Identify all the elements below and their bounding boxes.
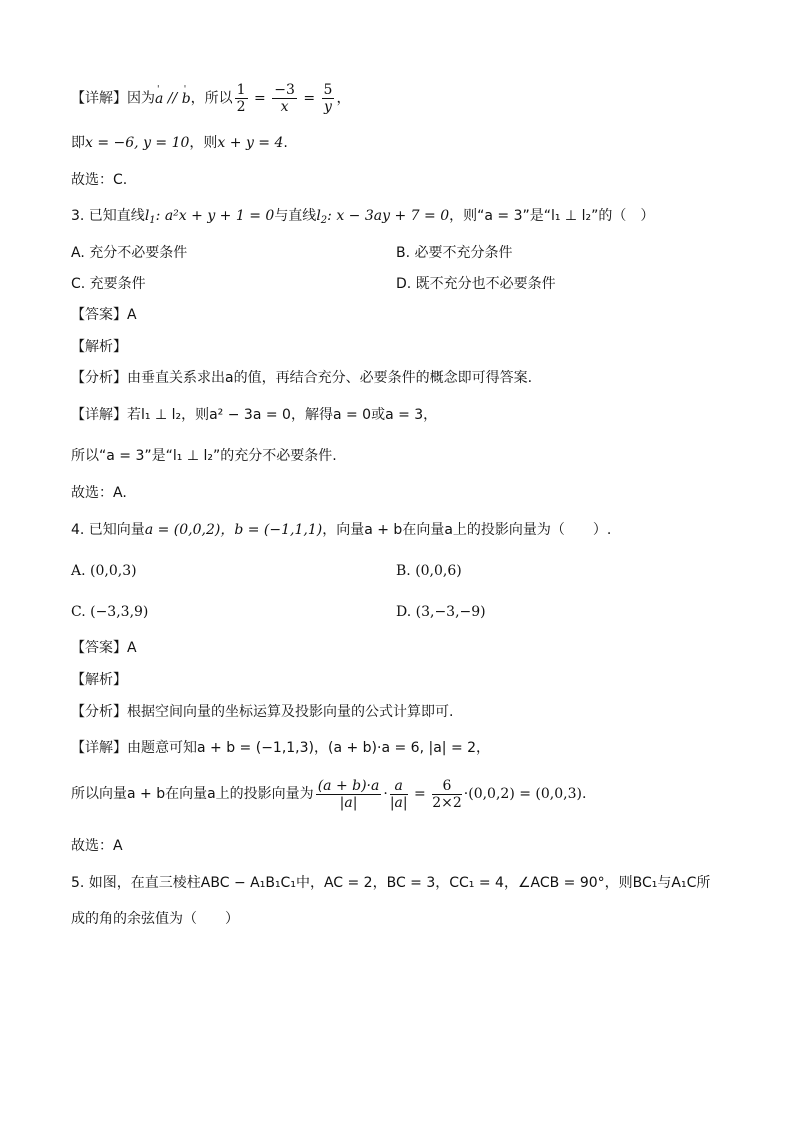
ji-text: 即 (71, 135, 85, 151)
q3-xiangjie: 【详解】若l₁ ⊥ l₂，则a² − 3a = 0，解得a = 0或a = 3， (71, 407, 438, 423)
q4-vector-a: a = (0,0,2) (144, 522, 221, 538)
equation-sum: x + y = 4 (217, 135, 284, 151)
line-l2-equation: : x − 3ay + 7 = 0 (327, 208, 450, 224)
q4-fenxi: 【分析】根据空间向量的坐标运算及投影向量的公式计算即可. (71, 704, 454, 720)
q4-fraction-value: $\frac{6}{2\times 2}$ (432, 777, 462, 811)
q3-analysis-label: 【解析】 (71, 339, 127, 355)
q4-result: ·(0,0,2) = (0,0,3). (463, 786, 587, 802)
q4-option-c: C. (−3,3,9) (71, 604, 149, 620)
line-l1-equation: : a²x + y + 1 = 0 (155, 208, 275, 224)
q4-vector-b: ，b = (−1,1,1) (220, 522, 323, 538)
q4-fraction-unit: $\frac{a}{|a|}$ (389, 777, 408, 811)
question-3 (71, 206, 654, 231)
q4-option-a: A. (0,0,3) (71, 563, 137, 579)
q4-prefix: 4. 已知向量 (71, 522, 145, 538)
detail-prefix: 【详解】因为 (71, 90, 155, 107)
ji-end: . (283, 135, 288, 151)
q4-choice: 故选：A (71, 838, 123, 854)
q3-option-a: A. 充分不必要条件 (71, 245, 188, 261)
q4-xiangjie: 【详解】由题意可知a + b = (−1,1,3)，(a + b)·a = 6, |a| = 2， (71, 740, 491, 756)
parallel-symbol: // (163, 90, 182, 107)
q3-conclusion: 所以“a = 3”是“l₁ ⊥ l₂”的充分不必要条件. (71, 448, 337, 464)
detail-parallel-line: 【详解】因为' a // ' b，所以 $\frac{1}{2}$ = $\frac{-3}{x}$ = $\frac{5}{y}$ ， (71, 82, 350, 115)
ji-mid: ，则 (189, 135, 218, 151)
q3-option-c: C. 充要条件 (71, 276, 146, 292)
question-4 (71, 520, 611, 540)
q3-option-d: D. 既不充分也不必要条件 (396, 276, 556, 292)
q3-mid: 与直线 (274, 208, 317, 224)
q4-tail: ，向量a + b在向量a上的投影向量为（ ）. (322, 522, 612, 538)
q3-fenxi: 【分析】由垂直关系求出a的值，再结合充分、必要条件的概念即可得答案. (71, 370, 533, 386)
fraction-one-half: $\frac{1}{2}$ (236, 82, 246, 115)
q4-option-d: D. (3,−3,−9) (396, 604, 486, 620)
q3-prefix: 3. 已知直线 (71, 208, 145, 224)
q4-option-b: B. (0,0,6) (396, 563, 462, 579)
q4-fraction-dot: $\frac{(a + b)\cdot a}{|a|}$ (317, 777, 380, 811)
q3-choice: 故选：A. (71, 485, 127, 501)
result-line (71, 133, 288, 153)
line-l1-label: $l_1$ (144, 208, 156, 226)
q4-answer: 【答案】A (71, 640, 137, 656)
q3-option-b: B. 必要不充分条件 (396, 245, 513, 261)
vector-b: ' b (182, 89, 191, 109)
question-5-line2: 成的角的余弦值为（ ） (71, 911, 239, 927)
question-5-line1: 5. 如图，在直三棱柱ABC − A₁B₁C₁中，AC = 2，BC = 3，CC₁ = 4，∠ACB = 90°，则BC₁与A₁C所 (71, 875, 711, 891)
q4-projection-line: 所以向量a + b在向量a上的投影向量为 $\frac{(a + b)\cdot a}{|a|}$ · $\frac{a}{|a|}$ = $\frac{6}{2\times 2}$ ·(0,0,2) = (0,0,3). (71, 777, 587, 811)
q3-answer: 【答案】A (71, 307, 137, 323)
detail-so: ，所以 (190, 90, 233, 107)
q4-analysis-label: 【解析】 (71, 672, 127, 688)
fraction-neg3-x: $\frac{-3}{x}$ (274, 82, 295, 115)
vector-a: ' a (155, 89, 163, 109)
line-l2-label: $l_2$ (316, 208, 328, 226)
answer-choice-c: 故选：C. (71, 172, 128, 188)
equation-xy: x = −6, y = 10 (85, 135, 190, 151)
detail-end: ， (336, 90, 351, 107)
fraction-5-y: $\frac{5}{y}$ (323, 82, 333, 115)
q4-so-prefix: 所以向量a + b在向量a上的投影向量为 (71, 786, 314, 802)
q3-tail: ，则“a = 3”是“l₁ ⊥ l₂”的（ ） (449, 208, 655, 224)
